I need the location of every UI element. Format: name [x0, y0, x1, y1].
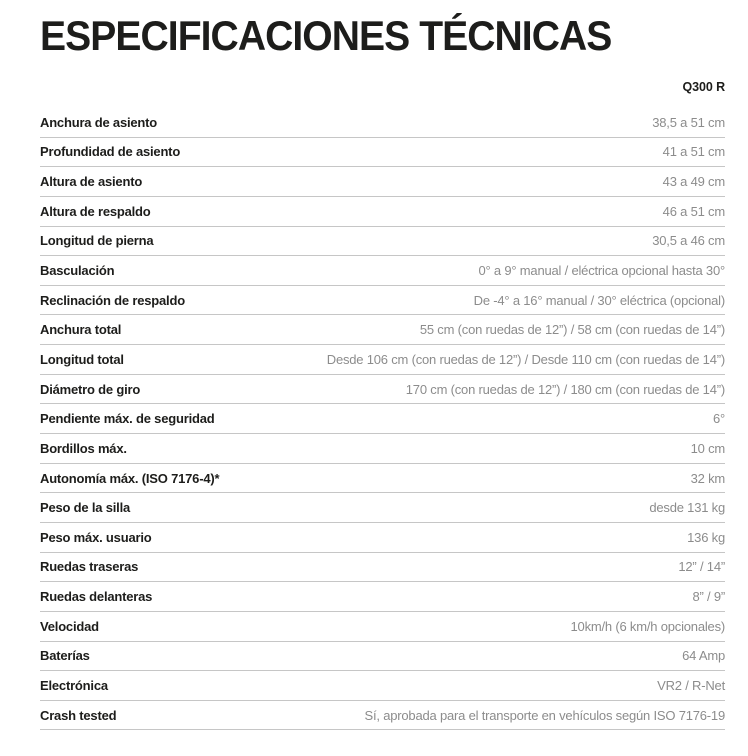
- spec-label: Longitud total: [40, 351, 124, 367]
- table-row: [40, 701, 725, 731]
- spec-label: Electrónica: [40, 677, 108, 693]
- spec-value: 136 kg: [687, 529, 725, 545]
- spec-label: Baterías: [40, 648, 90, 664]
- spec-label: Longitud de pierna: [40, 233, 154, 249]
- table-row: [40, 167, 725, 197]
- model-column-header: Q300 R: [682, 80, 725, 94]
- table-row: [40, 493, 725, 523]
- table-row: [40, 612, 725, 642]
- table-row: [40, 523, 725, 553]
- table-row: [40, 642, 725, 672]
- spec-value: 41 a 51 cm: [662, 144, 725, 160]
- spec-label: Ruedas traseras: [40, 559, 139, 575]
- spec-label: Basculación: [40, 263, 115, 279]
- spec-value: 32 km: [690, 470, 725, 486]
- spec-value: 12” / 14”: [678, 559, 725, 575]
- spec-value: De -4° a 16° manual / 30° eléctrica (opcional): [473, 292, 725, 308]
- spec-label: Anchura total: [40, 322, 122, 338]
- spec-value: 8” / 9”: [692, 589, 725, 605]
- spec-label: Bordillos máx.: [40, 440, 127, 456]
- table-row: [40, 108, 725, 138]
- table-row: [40, 671, 725, 701]
- spec-label: Profundidad de asiento: [40, 144, 181, 160]
- spec-label: Peso de la silla: [40, 500, 131, 516]
- spec-label: Altura de asiento: [40, 174, 143, 190]
- table-row: [40, 375, 725, 405]
- table-row: [40, 582, 725, 612]
- table-row: [40, 464, 725, 494]
- spec-label: Autonomía máx. (ISO 7176-4)*: [40, 470, 220, 486]
- spec-label: Diámetro de giro: [40, 381, 141, 397]
- table-row: [40, 345, 725, 375]
- spec-table: [40, 108, 725, 730]
- table-row: [40, 315, 725, 345]
- spec-value: Sí, aprobada para el transporte en vehículos según ISO 7176-19: [364, 707, 725, 723]
- spec-label: Peso máx. usuario: [40, 529, 152, 545]
- table-row: [40, 197, 725, 227]
- spec-value: 55 cm (con ruedas de 12”) / 58 cm (con ruedas de 14”): [419, 322, 725, 338]
- table-row: [40, 434, 725, 464]
- table-row: [40, 138, 725, 168]
- spec-label: Pendiente máx. de seguridad: [40, 411, 215, 427]
- spec-value: 10km/h (6 km/h opcionales): [570, 618, 725, 634]
- spec-table-container: [40, 80, 725, 730]
- spec-value: 38,5 a 51 cm: [652, 114, 725, 130]
- table-row: [40, 256, 725, 286]
- spec-value: 43 a 49 cm: [662, 174, 725, 190]
- table-row: [40, 553, 725, 583]
- page-title: ESPECIFICACIONES TÉCNICAS: [40, 12, 612, 59]
- spec-value: Desde 106 cm (con ruedas de 12”) / Desde 110 cm (con ruedas de 14”): [326, 351, 725, 367]
- spec-label: Altura de respaldo: [40, 203, 151, 219]
- spec-label: Crash tested: [40, 707, 117, 723]
- spec-label: Velocidad: [40, 618, 99, 634]
- spec-value: 30,5 a 46 cm: [652, 233, 725, 249]
- table-row: [40, 286, 725, 316]
- spec-label: Reclinación de respaldo: [40, 292, 185, 308]
- spec-value: 0° a 9° manual / eléctrica opcional hasta 30°: [478, 263, 725, 279]
- table-row: [40, 227, 725, 257]
- spec-value: 46 a 51 cm: [662, 203, 725, 219]
- spec-value: 10 cm: [690, 440, 725, 456]
- spec-value: VR2 / R-Net: [657, 677, 725, 693]
- spec-label: Ruedas delanteras: [40, 589, 153, 605]
- spec-value: 170 cm (con ruedas de 12”) / 180 cm (con ruedas de 14”): [405, 381, 725, 397]
- table-row: [40, 404, 725, 434]
- spec-value: desde 131 kg: [649, 500, 725, 516]
- spec-value: 64 Amp: [682, 648, 725, 664]
- spec-value: 6°: [712, 411, 725, 427]
- spec-label: Anchura de asiento: [40, 114, 158, 130]
